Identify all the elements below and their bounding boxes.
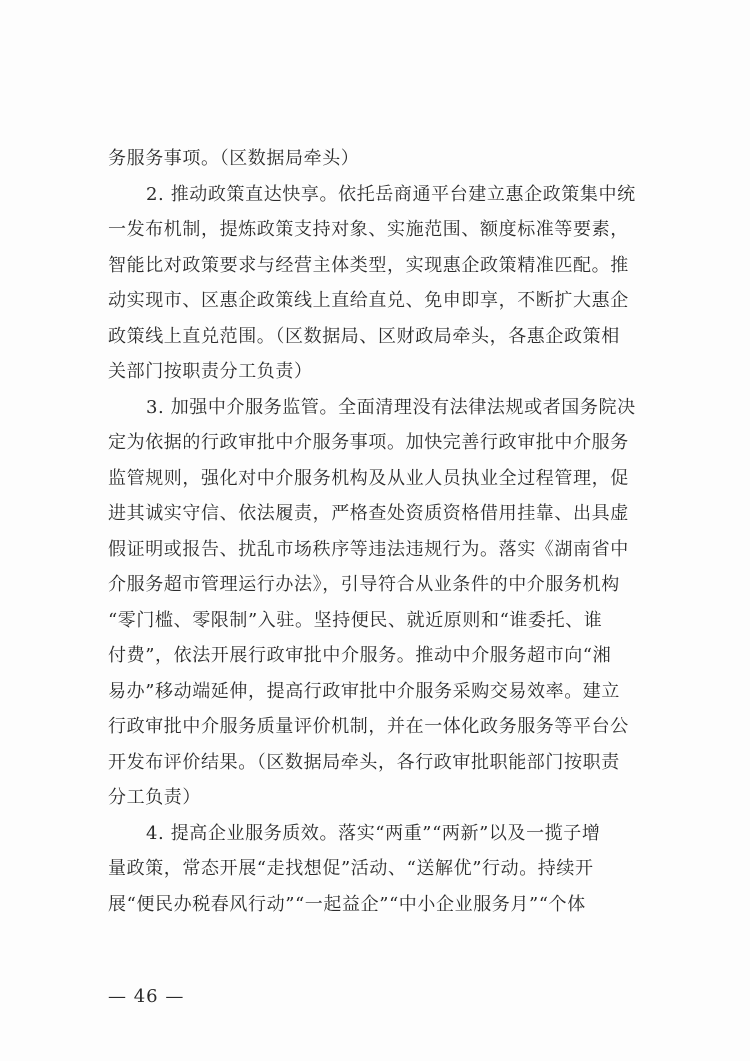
text-line: 监管规则，强化对中介服务机构及从业人员执业全过程管理，促 <box>108 467 629 489</box>
text-line: 4. 提高企业服务质效。落实“两重”“两新”以及一揽子增 <box>146 822 601 844</box>
text-line: 行政审批中介服务质量评价机制，并在一体化政务服务等平台公 <box>108 716 629 737</box>
text-line: 分工负责） <box>108 787 201 808</box>
text-line: 关部门按职责分工负责） <box>108 361 313 382</box>
text-line: 假证明或报告、扰乱市场秩序等违法违规行为。落实《湖南省中 <box>108 538 629 560</box>
text-line: 务服务事项。（区数据局牵头） <box>108 148 360 169</box>
document-body <box>108 141 648 922</box>
text-line: 展“便民办税春风行动”“一起益企”“中小企业服务月”“个体 <box>108 893 586 915</box>
text-line: “零门槛、零限制”入驻。坚持便民、就近原则和“谁委托、谁 <box>108 609 603 631</box>
text-line: 一发布机制，提炼政策支持对象、实施范围、额度标准等要素， <box>108 219 629 240</box>
text-line: 介服务超市管理运行办法》，引导符合从业条件的中介服务机构 <box>108 574 620 595</box>
text-line: 智能比对政策要求与经营主体类型，实现惠企政策精准匹配。推 <box>108 254 629 276</box>
text-line: 开发布评价结果。（区数据局牵头，各行政审批职能部门按职责 <box>108 751 620 773</box>
text-line: 动实现市、区惠企政策线上直给直兑、免申即享，不断扩大惠企 <box>108 290 629 311</box>
text-line: 2. 推动政策直达快享。依托岳商通平台建立惠企政策集中统 <box>146 183 636 205</box>
text-line: 量政策，常态开展“走找想促”活动、“送解优”行动。持续开 <box>108 858 594 879</box>
text-line: 3. 加强中介服务监管。全面清理没有法律法规或者国务院决 <box>146 396 636 418</box>
text-line: 政策线上直兑范围。（区数据局、区财政局牵头，各惠企政策相 <box>108 325 620 347</box>
text-line: 定为依据的行政审批中介服务事项。加快完善行政审批中介服务 <box>108 432 629 453</box>
text-line: 付费”，依法开展行政审批中介服务。推动中介服务超市向“湘 <box>108 645 612 666</box>
page-number: — 46 — <box>108 986 185 1007</box>
text-line: 进其诚实守信、依法履责，严格查处资质资格借用挂靠、出具虚 <box>108 503 629 524</box>
text-line: 易办”移动端延伸，提高行政审批中介服务采购交易效率。建立 <box>108 680 620 702</box>
